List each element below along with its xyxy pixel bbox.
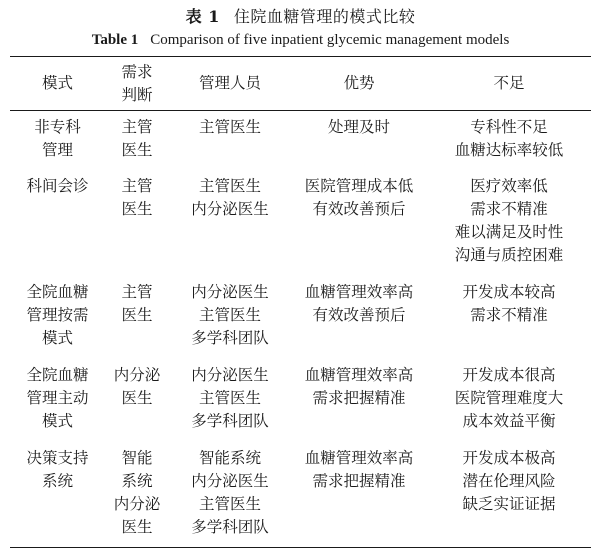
header-advantages — [291, 57, 427, 111]
cell-text: 需求把握精准 — [312, 472, 406, 490]
comparison-table — [10, 56, 591, 548]
cell-text: 成本效益平衡 — [462, 412, 556, 430]
table-caption-en — [10, 30, 591, 50]
table-label-en: Table 1 — [91, 32, 139, 48]
header-shortcomings — [427, 57, 591, 111]
cell-text: 医生 — [121, 518, 153, 536]
header-text: 判断 — [121, 85, 153, 104]
cell-text: 系统 — [41, 472, 73, 490]
cell-text: 开发成本很高 — [462, 366, 556, 384]
cell-text: 医院管理难度大 — [454, 389, 564, 407]
cell-text: 处理及时 — [327, 118, 390, 136]
table-row — [10, 359, 591, 442]
cell-text: 缺乏实证证据 — [462, 495, 556, 513]
cell-text: 科间会诊 — [26, 177, 89, 195]
cell-text: 主管 — [121, 283, 153, 301]
cell-text: 内分泌 — [113, 495, 161, 513]
cell-text: 需求不精准 — [470, 200, 548, 218]
cell-text: 开发成本极高 — [462, 449, 556, 467]
cell-text: 医院管理成本低 — [304, 177, 414, 195]
cell-advantages — [291, 170, 427, 276]
cell-demand-judgment — [105, 359, 169, 442]
cell-text: 内分泌 — [113, 366, 161, 384]
cell-text: 医生 — [121, 200, 153, 218]
cell-text: 主管医生 — [198, 495, 261, 513]
cell-text: 血糖达标率较低 — [454, 141, 564, 159]
cell-text: 决策支持 — [26, 449, 89, 467]
cell-text: 主管医生 — [198, 118, 261, 136]
cell-text: 沟通与质控困难 — [454, 246, 564, 264]
cell-demand-judgment — [105, 170, 169, 276]
header-staff — [169, 57, 291, 111]
cell-staff — [169, 170, 291, 276]
cell-text: 血糖管理效率高 — [304, 366, 414, 384]
cell-text: 专科性不足 — [470, 118, 548, 136]
cell-shortcomings — [427, 276, 591, 359]
cell-staff — [169, 276, 291, 359]
cell-text: 需求不精准 — [470, 306, 548, 324]
header-text: 优势 — [343, 74, 375, 92]
cell-text: 内分泌医生 — [191, 283, 269, 301]
cell-text: 模式 — [41, 412, 73, 430]
cell-text: 智能系统 — [198, 449, 261, 467]
table-body — [10, 111, 591, 548]
cell-text: 医疗效率低 — [470, 177, 548, 195]
cell-text: 需求把握精准 — [312, 389, 406, 407]
cell-text: 血糖管理效率高 — [304, 449, 414, 467]
cell-staff — [169, 442, 291, 548]
header-mode — [10, 57, 105, 111]
cell-shortcomings — [427, 170, 591, 276]
cell-text: 主管 — [121, 177, 153, 195]
header-text: 模式 — [41, 74, 73, 92]
cell-shortcomings — [427, 111, 591, 171]
table-label-cn: 表 1 — [185, 7, 220, 26]
cell-mode — [10, 111, 105, 171]
table-row — [10, 276, 591, 359]
cell-text: 管理主动 — [26, 389, 89, 407]
cell-advantages — [291, 359, 427, 442]
cell-text: 全院血糖 — [26, 283, 89, 301]
cell-text: 系统 — [121, 472, 153, 490]
cell-text: 主管医生 — [198, 177, 261, 195]
cell-shortcomings — [427, 359, 591, 442]
cell-text: 主管医生 — [198, 306, 261, 324]
table-title-cn: 住院血糖管理的模式比较 — [233, 7, 416, 26]
cell-text: 管理按需 — [26, 306, 89, 324]
cell-text: 血糖管理效率高 — [304, 283, 414, 301]
cell-text: 多学科团队 — [191, 412, 269, 430]
table-row — [10, 442, 591, 548]
cell-text: 管理 — [41, 141, 73, 159]
cell-text: 多学科团队 — [191, 518, 269, 536]
table-row — [10, 111, 591, 171]
header-text: 管理人员 — [198, 74, 261, 92]
cell-demand-judgment — [105, 111, 169, 171]
cell-mode — [10, 276, 105, 359]
header-text: 需求 — [121, 62, 153, 81]
cell-staff — [169, 111, 291, 171]
cell-text: 有效改善预后 — [312, 200, 406, 218]
cell-text: 医生 — [121, 141, 153, 159]
cell-advantages — [291, 442, 427, 548]
cell-text: 有效改善预后 — [312, 306, 406, 324]
cell-demand-judgment — [105, 442, 169, 548]
cell-text: 多学科团队 — [191, 329, 269, 347]
cell-text: 内分泌医生 — [191, 472, 269, 490]
cell-text: 开发成本较高 — [462, 283, 556, 301]
header-text: 不足 — [493, 74, 525, 92]
table-header-row — [10, 57, 591, 111]
cell-text: 主管医生 — [198, 389, 261, 407]
header-demand-judgment — [105, 57, 169, 111]
cell-text: 医生 — [121, 306, 153, 324]
cell-text: 非专科 — [34, 118, 81, 136]
cell-mode — [10, 170, 105, 276]
cell-staff — [169, 359, 291, 442]
cell-text: 模式 — [41, 329, 73, 347]
cell-text: 潜在伦理风险 — [462, 472, 556, 490]
cell-text: 主管 — [121, 118, 153, 136]
cell-advantages — [291, 276, 427, 359]
table-caption-cn — [10, 0, 591, 27]
cell-demand-judgment — [105, 276, 169, 359]
cell-text: 难以满足及时性 — [454, 223, 564, 241]
cell-text: 内分泌医生 — [191, 366, 269, 384]
cell-text: 智能 — [121, 449, 153, 467]
table-title-en: Comparison of five inpatient glycemic management models — [150, 32, 510, 48]
cell-advantages — [291, 111, 427, 171]
cell-mode — [10, 442, 105, 548]
cell-text: 医生 — [121, 389, 153, 407]
cell-mode — [10, 359, 105, 442]
cell-text: 全院血糖 — [26, 366, 89, 384]
cell-text: 内分泌医生 — [191, 200, 269, 218]
cell-shortcomings — [427, 442, 591, 548]
table-row — [10, 170, 591, 276]
